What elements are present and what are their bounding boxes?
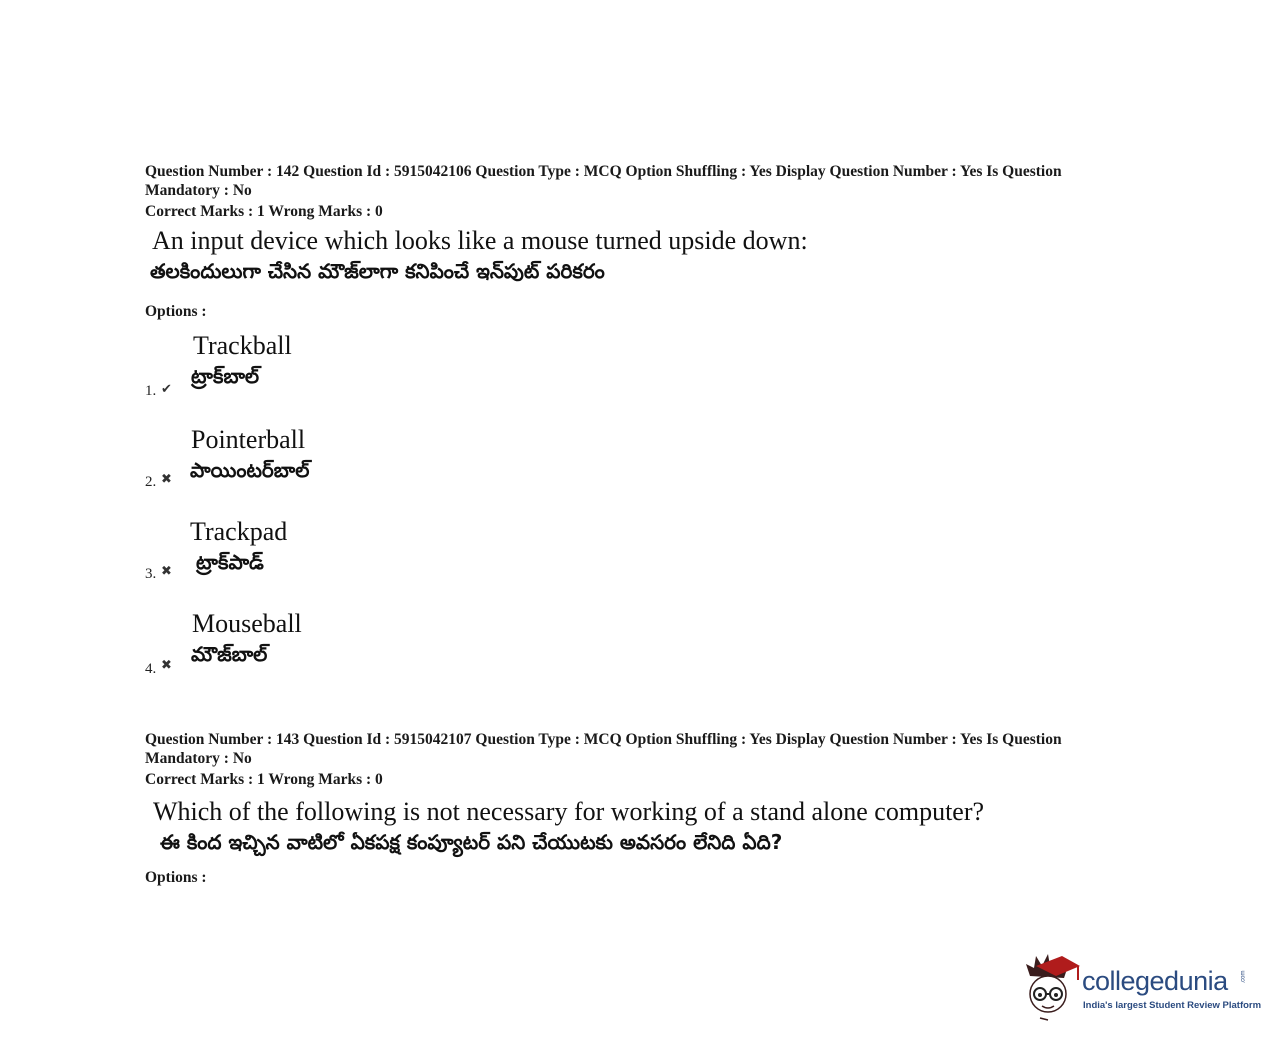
student-mascot-icon bbox=[1022, 952, 1084, 1022]
question-142-marks: Correct Marks : 1 Wrong Marks : 0 bbox=[145, 203, 383, 220]
logo-tagline: India's largest Student Review Platform bbox=[1083, 1000, 1262, 1011]
logo-wordmark: collegedunia bbox=[1082, 966, 1228, 996]
question-143-marks: Correct Marks : 1 Wrong Marks : 0 bbox=[145, 771, 383, 788]
collegedunia-logo bbox=[1022, 952, 1262, 1022]
option-1-number: 1. bbox=[145, 383, 157, 399]
question-142-options-label: Options : bbox=[145, 303, 207, 320]
option-4-text-english: Mouseball bbox=[192, 609, 302, 638]
question-meta-line: Mandatory : No bbox=[145, 750, 252, 767]
correct-check-icon: ✔ bbox=[161, 382, 172, 397]
option-1-text-english: Trackball bbox=[193, 331, 292, 360]
option-3-text-telugu: ట్రాక్‌పాడ్ bbox=[196, 550, 264, 574]
question-meta-line: Mandatory : No bbox=[145, 182, 252, 199]
question-143-meta bbox=[145, 730, 1125, 768]
logo-domain-suffix: .com bbox=[1240, 970, 1247, 984]
wrong-cross-icon: ✖ bbox=[161, 564, 172, 579]
option-4-text-telugu: మౌజ్‌బాల్ bbox=[191, 642, 268, 666]
question-143-text-telugu: ఈ కింద ఇచ్చిన వాటిలో ఏకపక్ష కంప్యూటర్ పని చేయుటకు అవసరం లేనిది ఏది? bbox=[160, 830, 783, 854]
option-3-number: 3. bbox=[145, 566, 157, 582]
option-1-text-telugu: ట్రాక్‌బాల్ bbox=[191, 364, 260, 388]
question-142-text-telugu: తలకిందులుగా చేసిన మౌజ్‌లాగా కనిపించే ఇన్‌పుట్ పరికరం bbox=[150, 259, 605, 283]
question-meta-line: Question Number : 142 Question Id : 5915042106 Question Type : MCQ Option Shuffling : Yes Display Question Number : Yes Is Question bbox=[145, 163, 1062, 180]
wrong-cross-icon: ✖ bbox=[161, 472, 172, 487]
question-143-text-english: Which of the following is not necessary for working of a stand alone computer? bbox=[153, 797, 985, 826]
question-meta-line: Question Number : 143 Question Id : 5915042107 Question Type : MCQ Option Shuffling : Yes Display Question Number : Yes Is Question bbox=[145, 731, 1062, 748]
option-2-text-english: Pointerball bbox=[191, 425, 306, 454]
question-142-text-english: An input device which looks like a mouse turned upside down: bbox=[152, 226, 808, 255]
question-142-meta bbox=[145, 162, 1125, 200]
option-2-text-telugu: పాయింటర్‌బాల్ bbox=[190, 458, 310, 482]
option-3-text-english: Trackpad bbox=[190, 517, 288, 546]
option-2-number: 2. bbox=[145, 474, 157, 490]
wrong-cross-icon: ✖ bbox=[161, 658, 172, 673]
option-4-number: 4. bbox=[145, 661, 157, 677]
question-143-options-label: Options : bbox=[145, 869, 207, 886]
